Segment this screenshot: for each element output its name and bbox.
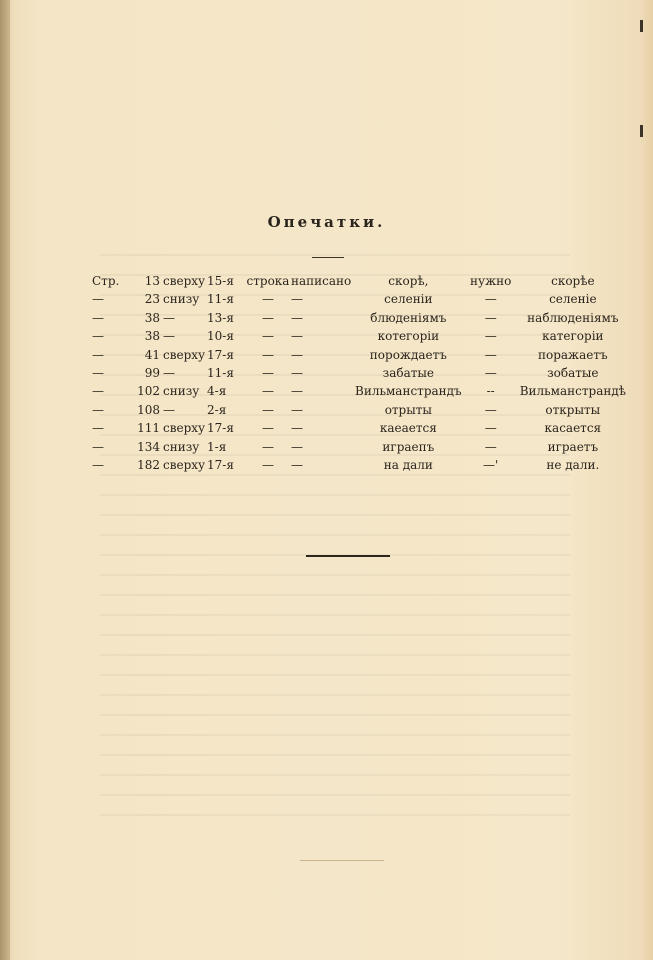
ditto-mark: — <box>484 402 497 417</box>
ditto-mark: —' <box>483 458 499 473</box>
dash: — <box>92 421 104 436</box>
wrong-text: каеается <box>379 421 437 436</box>
ditto-mark: — <box>291 366 303 381</box>
location: сверху <box>163 274 206 288</box>
page-number: 134 <box>137 439 160 454</box>
wrong-text: котегоріи <box>377 329 440 344</box>
dash: — <box>92 366 104 381</box>
location: снизу <box>163 292 200 307</box>
line-number: 15-я <box>207 274 234 288</box>
ditto-mark: — <box>291 347 303 362</box>
location: — <box>163 366 175 381</box>
page-label: Стр. <box>92 274 120 288</box>
dash: — <box>92 329 104 344</box>
correct-text: зобатые <box>547 366 599 381</box>
errata-row <box>92 401 626 419</box>
dash: — <box>92 310 104 325</box>
ditto-mark: — <box>262 310 274 325</box>
edge-mark <box>640 125 643 137</box>
ditto-mark: — <box>262 439 274 454</box>
ditto-mark: — <box>291 458 303 473</box>
correct-text: открыты <box>545 402 601 417</box>
wrong-text: забатые <box>382 366 435 381</box>
page-number: 99 <box>144 366 160 381</box>
page-number: 23 <box>144 292 160 307</box>
dash: — <box>92 384 104 399</box>
errata-row <box>92 290 626 308</box>
errata-row <box>92 419 626 437</box>
line-number: 1-я <box>207 439 227 454</box>
edge-mark <box>640 20 643 32</box>
ditto-mark: — <box>291 292 303 307</box>
correct-text: играетъ <box>547 439 599 454</box>
correct-text: наблюденіямъ <box>527 310 619 325</box>
written-word: написано <box>291 274 352 288</box>
errata-row <box>92 327 626 345</box>
location: снизу <box>163 384 200 399</box>
errata-row <box>92 364 626 382</box>
ditto-mark: — <box>291 384 303 399</box>
ditto-mark: — <box>484 310 497 325</box>
ditto-mark: — <box>262 292 274 307</box>
correct-text: касается <box>544 421 602 436</box>
errata-row <box>92 346 626 364</box>
line-number: 10-я <box>207 329 234 344</box>
ditto-mark: — <box>484 439 497 454</box>
line-number: 4-я <box>207 384 227 399</box>
errata-row <box>92 309 626 327</box>
ditto-mark: -- <box>486 384 495 399</box>
page-number: 41 <box>144 347 160 362</box>
errata-header-row <box>92 272 626 290</box>
ditto-mark: — <box>262 347 274 362</box>
correct-text: Вильманстрандѣ <box>519 384 626 399</box>
line-number: 17-я <box>207 421 234 436</box>
ditto-mark: — <box>484 347 497 362</box>
page-number: 108 <box>137 402 160 417</box>
location: — <box>163 402 175 417</box>
ditto-mark: — <box>484 292 497 307</box>
wrong-text: отрыты <box>384 402 432 417</box>
errata-table <box>92 272 626 474</box>
dash: — <box>92 347 104 362</box>
page-number: 111 <box>137 421 160 436</box>
page-number: 182 <box>137 458 160 473</box>
location: сверху <box>163 458 206 473</box>
line-number: 17-я <box>207 347 234 362</box>
line-number: 11-я <box>207 292 234 307</box>
correct-text: поражаетъ <box>538 347 608 362</box>
ditto-mark: — <box>291 439 303 454</box>
correct-text: не дали. <box>546 458 600 473</box>
title-underline <box>312 257 344 258</box>
wrong-text: Вильманстрандъ <box>355 384 462 399</box>
page-number: 38 <box>144 310 160 325</box>
errata-row <box>92 382 626 400</box>
ditto-mark: — <box>262 458 274 473</box>
ditto-mark: — <box>484 329 497 344</box>
correct-text: категоріи <box>542 329 604 344</box>
ditto-mark: — <box>484 366 497 381</box>
line-number: 17-я <box>207 458 234 473</box>
dash: — <box>92 402 104 417</box>
wrong-text: порождаетъ <box>369 347 447 362</box>
ditto-mark: — <box>291 421 303 436</box>
wrong-text: играепъ <box>382 439 435 454</box>
binding-edge <box>0 0 10 960</box>
dash: — <box>92 458 104 473</box>
location: — <box>163 310 175 325</box>
location: снизу <box>163 439 200 454</box>
errata-row <box>92 456 626 474</box>
page-number: 13 <box>144 274 160 288</box>
dash: — <box>92 292 104 307</box>
location: сверху <box>163 347 206 362</box>
ditto-mark: — <box>262 329 274 344</box>
dash: — <box>92 439 104 454</box>
ditto-mark: — <box>291 402 303 417</box>
wrong-text: блюденіямъ <box>370 310 447 325</box>
line-number: 13-я <box>207 310 234 325</box>
page-title: Опечатки. <box>267 213 386 231</box>
location: сверху <box>163 421 206 436</box>
section-divider <box>306 555 390 557</box>
errata-row <box>92 438 626 456</box>
ditto-mark: — <box>291 310 303 325</box>
ditto-mark: — <box>262 366 274 381</box>
wrong-text: селеніи <box>384 292 433 307</box>
correct-text: скорѣе <box>551 274 595 288</box>
needed-word: нужно <box>470 274 512 288</box>
ditto-mark: — <box>262 421 274 436</box>
line-number: 2-я <box>207 402 227 417</box>
page-number: 102 <box>137 384 160 399</box>
line-number: 11-я <box>207 366 234 381</box>
wrong-text: на дали <box>383 458 433 473</box>
line-word: строка <box>246 274 290 288</box>
location: — <box>163 329 175 344</box>
ditto-mark: — <box>262 384 274 399</box>
wrong-text: скорѣ, <box>388 274 429 288</box>
page-number: 38 <box>144 329 160 344</box>
faint-divider <box>300 860 384 861</box>
ditto-mark: — <box>262 402 274 417</box>
correct-text: селеніе <box>549 292 597 307</box>
ditto-mark: — <box>291 329 303 344</box>
ditto-mark: — <box>484 421 497 436</box>
